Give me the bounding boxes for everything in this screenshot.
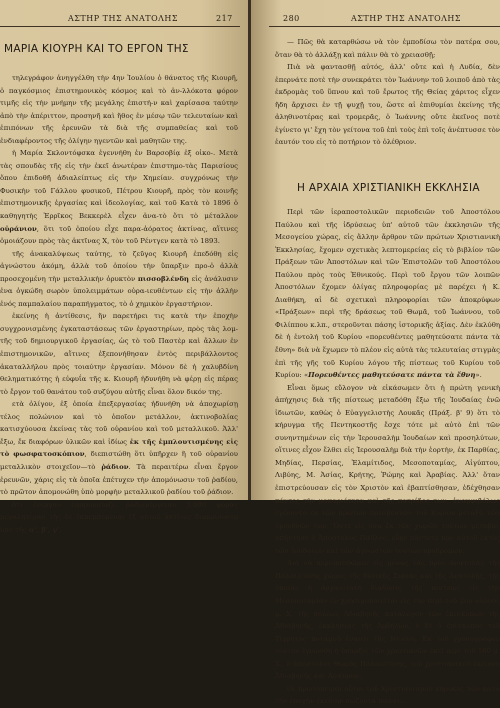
emphasized-text: ἐκ τῆς ἐμπλουτισμένης εἰς τὸ φωσφατοσκόπιον [0,437,238,459]
paragraph [275,206,500,382]
paragraph [0,310,238,398]
text-run: Κιουρῆ, ὁ παγκόσμιος ἐπιστημονικὸς κόσμος καὶ τὸ ἀν- [0,74,238,95]
text-run: λλόκοτα φόρον τιμῆς εἰς τὴν μνήμην τῆς μεγάλης ἐπιστή- [0,86,239,108]
left-article-title: ΜΑΡΙΑ ΚΙΟΥΡΗ ΚΑΙ ΤΟ ΕΡΓΟΝ ΤΗΣ [4,43,189,55]
paragraph [0,147,238,247]
right-running-header: ΑΣΤΗΡ ΤΗΣ ΑΝΑΤΟΛΗΣ [351,14,462,23]
text-run: Οἱ πρωτόπειροι οὗτοι τοῦ Χριστιανισμοῦ κήρυκες τῶν κατὰ τὴν ἐποχὴν ἐκείνην σώζοντα πάσαι... [275,684,500,706]
right-story-ending [275,36,500,149]
text-run: Διὰ νὰ περιορισθῶμεν εἰς μόνας τὰς πρὸς ἀνατολὰς τῆς Παλαιστίνης χώρας τῆς δυτικῆς Συρίας καὶ τῆς Ἀνατολῆς, τῆς ὁποίας ἡ ἀρχαιοτάτη διάδοσις τῆς πίστεως εἰς τὴν Μεσοποταμίαν ἐν χρησιμοποιεῖται εἰς τὴν περὶ τοῦ 2ου αἰῶνος μ. Χ. τῆς πόλεως Ἀδιαβηνῆς κατάλογον τῶν ἐπισκόπων τῆς Ἀδιαβηνῆς, ἐκκλησίας τῆς Ἀρβήλων, ὁ δὲ ὁ ἐπίσκοπος τοῦ Τίγρητος ποταμοῦ ἔναντι τῆς Νινευή. Ἐκ τοῦ χρονογράφου τούτου ἐγνώσθη ἡ ὕπαρξις τῶν χριστιανῶν ἐκεῖ περὶ τοῦ 100 μ. Χ., ὅ ἀπόστολος Θωμᾶς Παλαιστίνης, τοῦ χριστιανικοῦ ἐκείνου Ἀδιαβηνῆς καὶ Ἀσσυρίας. [275,559,500,681]
emphasized-text: α', β', γ' [29,525,60,534]
text-run: Περὶ τῶν ἱεραποστολικῶν περιοδειῶν τοῦ Ἀποστόλου Παύλου καὶ τῆς ἱδρύσεως ὑπ' αὐτοῦ τῶν ἐκκλησιῶν τῆς Μεσογείου χώρας, εἰς ἄλλην ἄρθρον τῶν πρώτων Χριστιανικὴ Ἐκκλησίας, ἔχομεν σχετικὰς λεπτομερείας εἰς τὸ βιβλίον τῶν Πράξεων τῶν Ἀποστόλων καὶ τῶν Ἐπιστολῶν τοῦ Ἀποστόλου Παύλου πρὸς τοὺς Ἐθνικούς. Περὶ τοῦ ἔργου τῶν λοιπῶν Ἀποστόλων ἔχομεν ὀλίγας πληροφορίας μὲ παρέχει ἡ Κ. Διαθήκη, αἱ δὲ σχετικαὶ πληροφορίαι τῶν ἀποκρύφων «Πράξεων» περὶ τῆς δράσεως τοῦ Θωμᾶ, τοῦ Ἰωάννου, τοῦ Φιλίππου κ.λπ., στεροῦνται πάσης ἱστορικῆς ἀξίας. Δὲν ἐκλύθη δὲ ἡ ἐντολή τοῦ Κυρίου «πορευθέντες μαθητεύσατε πάντα τὰ ἔθνη» διὰ νὰ ἔχωμεν τὸ πλέον εἰς αὐτὰ τὰς τελευταίας στιγμὰς ἐπὶ τῆς γῆς τοῦ Κυρίου λόγου τῆς πίστεως τοῦ Κυρίου τοῦ Κυρίου: « [275,208,500,380]
text-run: . [59,525,62,534]
paragraph [275,382,500,558]
right-article-title: Η ΑΡΧΑΙΑ ΧΡΙΣΤΙΑΝΙΚΗ ΕΚΚΛΗΣΙΑ [297,182,480,194]
text-run: . Τὰ περαιτέρω εἶναι ἔργον ἐρευνῶν, χάρις εἰς τὰ ὁποῖα ἐπέτυχεν τὴν ἀπομόνωσιν τοῦ ῥαδίου, τὸ πρῶτον ἀπομονώθη ὑπὸ μορφὴν μεταλλικοῦ ῥαδίου τοῦ ῥάδιον. [0,462,238,497]
left-header-rule [0,26,240,27]
emphasized-text: πισσοβλένδη [137,274,189,283]
right-page [251,0,500,706]
paragraph [0,398,238,498]
paragraph [0,248,238,311]
emphasized-text: οὐράνιον [0,224,37,233]
text-run: ». [475,371,482,380]
paragraph [275,61,500,149]
paragraph [275,36,500,61]
text-run: ἐκείνης ἡ ἀντίθεσις, ἣν παρετήρει τις κατὰ τὴν ἐποχὴν συγχρονισμένης ἐγκαταστάσεως τῶν ἐργαστηρίων, πρὸς τὰς λομ-τῆς τοῦ δημιουργικοῦ ἐργασίας, ὡς τὸ τοῦ Παστὲρ καὶ ἄλλων ἐν ἐπιστημονικῶν, αἵτινες ἐξεπονήθησαν ἐντὸς περιβάλλοντος ἀκαταλλήλου πρὸς τοιαύτην ἐργασίαν. Μόνον δὲ ἡ χαλυβδίνη θεληματικότης ἡ εὐφυΐα τῆς κ. Κιουρῆ ἠδυνήθη νὰ φέρῃ εἰς πέρας τὸ ἔργον τοῦ θανάτου τοῦ συζύγου αὐτῆς εἶναι ὅλον δικόν της. [0,312,238,396]
text-run: τηλεγράφον ἀνηγγέλθη τὴν 4ην Ἰουλίου ὁ θάνατος τῆς [12,74,212,82]
left-page-number: 217 [216,14,233,23]
paragraph [275,557,500,682]
left-page [0,0,249,534]
text-run: , ὅτι τοῦ ὁποίου εἶχε παρα-ἀόρατος ἀκτίνας, αἵτινες ὁμοιάζουν πρὸς τὰς ἀκτῖνας Χ, τὸν τοῦ Ρέντγεν κατὰ τὸ 1893. [0,224,238,246]
text-run: , διεπιστώθη ὅτι ὑπῆρχεν ἢ τοῦ οὐρανίου μεταλλικὸν στοιχεῖον—τὸ [0,450,238,471]
right-article-body [275,206,500,708]
text-run: ἡ Μαρία Σκλοντόφσκα ἐγεννήθη ἐν Βαρσοβίᾳ ἐξ οἰκο-. Μετὰ τὰς σπουδὰς τῆς εἰς τὴν ἐκεῖ ἀνωτέραν ἐπιστημο-τὰς Παρισίους ὅπου ἐπιδοθῆ ἀδιαλείπτως εἰς τὴν Χημείαν. συγχρόνως τὴν Φυσικὴν τοῦ Γάλλου φυσικοῦ, Πέτρου Κιουρῆ, πρὸς τὸν κοινῆς ἐπιστημονικῆς ἐργασίας καὶ ἰδεολογίας, καὶ τοῦ Κατὰ τὸ 1896 ὁ καθηγητὴς Ἑρρῖκος Βεκκερὲλ εἶχεν ἀνα-τὸ ὅτι τὸ μέταλλον [0,149,238,221]
text-run: ν καὶ χαρίσασα ταύτην ἀπὸ τὴν ἀπέριττον, προσηνῆ καὶ ἤθος ἐν μέσῳ τῶν τελευταίων καὶ ἐπιπόνων τῆς ἐρευνῶν τὰ διὰ τῆς συμπαθείας καὶ τοῦ ἐνδιαφέροντος τῆς ὀλίγην ηγεντῶν καὶ μαθητῶν της. [0,99,238,145]
emphasized-text: ῥάδιον [101,462,129,471]
paragraph [275,683,500,708]
text-run: ετὰ ὀλίγον, ἐξ ὁποία ἐπεξεργασίας ἠδυνήθη νὰ ἀποχωρίσῃ τέλος πολώνιον καὶ τὸ ὁποῖον μετάλλον, ἀκτινοβολίας κατισχύουσα ἐκείνας τὰς τοῦ οὐρανίου καὶ τοῦ μεταλλικοῦ. Ἀλλ' ἔξω, ἔκ διαφόρων ὑλικῶν καὶ ἰδίως [0,400,238,446]
emphasized-text: Πορευθέντες μαθητεύσατε πάντα τὰ ἔθνη [308,371,476,380]
left-running-header: ΑΣΤΗΡ ΤΗΣ ΑΝΑΤΟΛΗΣ [68,14,179,23]
right-page-number: 280 [283,14,300,23]
paragraph [0,499,238,537]
text-run: Πιὰ νὰ φαντασθῇ αὐτός, ἀλλ' οὔτε καὶ ἡ Λυδία, δὲν ἐπερνάτε ποτὲ τὴν συνεκράτει τὸν Ἰωάννην τοῦ λοιποῦ ἀπὸ τὰς ἐκδρομὰς τοῦ ὕπνου καὶ τοῦ ἔρωτος τῆς Θείας χάριτος εἶχεν ἤδη ἄρχισει ἐν τῇ ψυχῇ του, ὥστε αἱ ἐπιθυμίαι ἐκείνης τῆς ἀληθινοτέρας καὶ τρομερᾶς, ὁ Ἰωάννης οὔτε ἐκεῖνος ποτὲ ἐγίνετο γι' ἔχη τὸν γείτονα τοῦ ἐπὶ τοὺς ἐπὶ τοῖς ἀνέπτυσσε τὸν ἑαυτόν του εἰς τὸ ποτήριον τὸ ὀλέθριον. [275,63,500,147]
text-run: Εἶναι ὅμως εὔλογον νὰ εἰκάσωμεν ὅτι ἡ πρώτη γενικὴ ἀπήχησις διὰ τῆς πίστεως μεταδόθη ἔξω τῆς Ἰουδαίας ἐνῶ ἰδιωτῶν, καθὼς ὁ Εὐαγγελιστὴς Λουκᾶς (Πράξ. β' 9) ὅτι τὸ κήρυγμα τῆς Πεντηκοστῆς ἔσχε τότε μὲ αὐτὸ ἐπὶ τῶν συνηντημένων εἰς τὴν Ἱερουσαλὴμ Ἰουδαίων καὶ προσηλύτων, οἵτινες εἶχον ἔλθει εἰς Ἱερουσαλὴμ διὰ τὴν ἑορτὴν, ἐκ Παρθίας, Μηδίας, Περσίας, Ἐλαμίτιδος, Μεσοποταμίας, Αἰγύπτου, Λιβύης, Μ. Ἀσίας, Κρήτης, Ῥώμης καὶ Ἀραβίας. Ἀλλ' ὅταν ἐπιστρεύουσαν εἰς τὸν Χριστὸν καὶ ἐβαπτίσθησαν, ἐδέχθησαν πάντες τὴν μακαριότητα καὶ τῆς πατρίδος των, ἀναμφιβόλως ἐγένοντο ἐκ τῶν πρώτων πρεσβευτῶν τοῦ Κυρίου μεταξὺ τῶν ὁμοεθνῶν των. Ὅστε εἰς ὅσα ἐκ τῶν χωρῶν τούτων μεταβὰς ἀπήντησε ὁ Ἀπόστολος Παῦλος, εὗρε πάντοτε πρὸ αὐτοῦ ἐκτὸς τῶν Ἰουδαίων καὶ τῶν ἀγνώστων τούτων προδρόμων. [275,383,500,555]
paragraph [0,72,238,147]
text-run: — Πῶς θὰ καταρθώσω νὰ τὸν ἐμποδίσω τὸν πατέρα σου, ὅταν θὰ τὸ ἀλλάξῃ καὶ πάλιν θὰ τὸ χρειασθῇ; [275,38,500,59]
text-run: ὅτι ἐνεργόν ἐπαρουσίαζε ῥαδιενέργειαν 5,000 φορὰς μεγαλητέραν τῆς δὲ ἐκπεμπόμεναι ἐξ αὐτοῦ ἀκτῖνες διακρίνοντο ὑπὸ τῆς [0,500,238,534]
left-article-body [0,72,238,536]
text-run: τῆς ἀνακαλύψεως ταύτης, τὸ ζεῦγος Κιουρῆ ἐπεδόθη εἰς ἀγνώστου ἀκόμη, ἀλλὰ τοῦ ὁποίου τὴν ὕπαρξιν προ-ὁ ἀλλὰ προσεχομένη τὴν μεταλλικὴν ὀρυκτὸν [0,249,238,283]
text-run: εἰς ἀνάλυσιν ἐνα ὀγκώδη σωρὸν ὑπολειμμάτων οὐρα-ιευθέντων εἰς τὴν ἀλλὴν ἐνός παμπαλαίου παραπήγματος, τὸ ὁ χημικὸν ἐργαστήριον. [0,274,238,308]
right-header-rule [269,26,500,27]
